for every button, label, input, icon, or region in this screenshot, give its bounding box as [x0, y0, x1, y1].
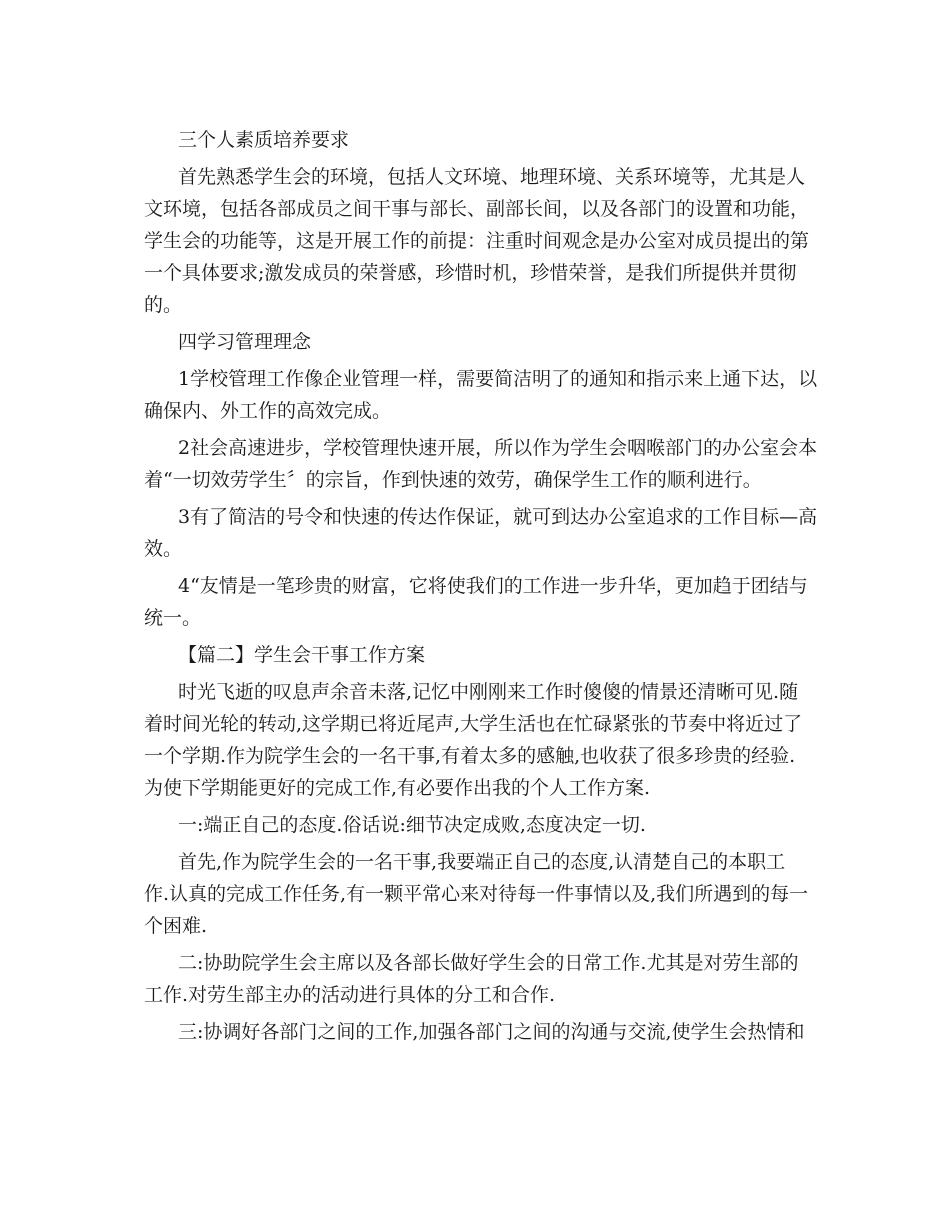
text-line: 1学校管理工作像企业管理一样，需要简洁明了的通知和指示来上通下达，以	[178, 368, 818, 390]
paragraph	[144, 676, 806, 804]
text-line: 一个具体要求;激发成员的荣誉感，珍惜时机，珍惜荣誉，是我们所提供并贯彻	[144, 262, 797, 284]
paragraph	[144, 161, 810, 321]
text-line: 时光飞逝的叹息声余音未落,记忆中刚刚来工作时傻傻的情景还清晰可见.随	[178, 681, 799, 703]
text-line: 【篇二】学生会干事工作方案	[178, 644, 426, 666]
text-line: 统一。	[144, 607, 202, 629]
paragraph	[144, 326, 806, 358]
paragraph	[144, 846, 809, 942]
paragraph	[144, 432, 818, 496]
text-line: 3有了简洁的号令和快速的传达作保证，就可到达办公室追求的工作目标—高	[178, 506, 818, 528]
paragraph	[144, 639, 806, 671]
text-line: 二:协助院学生会主席以及各部长做好学生会的日常工作.尤其是对劳生部的	[178, 952, 799, 974]
text-line: 个困难.	[144, 915, 208, 937]
text-line: 一个学期.作为院学生会的一名干事,有着太多的感触,也收获了很多珍贵的经验.	[144, 745, 796, 767]
text-line: 2社会高速进步，学校管理快速开展，所以作为学生会咽喉部门的办公室会本	[178, 437, 818, 459]
text-line: 4“友情是一笔珍贵的财富，它将使我们的工作进一步升华，更加趋于团结与	[178, 575, 808, 597]
text-line: 作.认真的完成工作任务,有一颗平常心来对待每一件事情以及,我们所遇到的每一	[144, 883, 809, 905]
paragraph	[144, 809, 806, 841]
text-line: 文环境，包括各部成员之间干事与部长、副部长间，以及各部门的设置和功能，	[144, 198, 810, 220]
document-body	[144, 124, 818, 1053]
paragraph	[144, 363, 818, 427]
text-line: 学生会的功能等，这是开展工作的前提：注重时间观念是办公室对成员提出的第	[144, 230, 810, 252]
text-line: 着时间光轮的转动,这学期已将近尾声,大学生活也在忙碌紧张的节奏中将近过了	[144, 713, 803, 735]
paragraph	[144, 570, 806, 634]
paragraph	[144, 947, 806, 1011]
text-line: 一:端正自己的态度.俗话说:细节决定成败,态度决定一切.	[178, 814, 646, 836]
text-line: 四学习管理理念	[178, 331, 312, 353]
text-line: 首先,作为院学生会的一名干事,我要端正自己的态度,认清楚自己的本职工	[178, 851, 786, 873]
text-line: 三:协调好各部门之间的工作,加强各部门之间的沟通与交流,使学生会热情和	[178, 1021, 805, 1043]
text-line: 效。	[144, 538, 183, 560]
text-line: 为使下学期能更好的完成工作,有必要作出我的个人工作方案.	[144, 777, 651, 799]
text-line: 的。	[144, 294, 183, 316]
text-line: 三个人素质培养要求	[178, 129, 350, 151]
paragraph	[144, 124, 806, 156]
paragraph	[144, 1016, 806, 1048]
paragraph	[144, 501, 818, 565]
text-line: 确保内、外工作的高效完成。	[144, 400, 392, 422]
text-line: 着“一切效劳学生〞的宗旨，作到快速的效劳，确保学生工作的顺利进行。	[144, 469, 762, 491]
text-line: 首先熟悉学生会的环境，包括人文环境、地理环境、关系环境等，尤其是人	[178, 166, 806, 188]
text-line: 工作.对劳生部主办的活动进行具体的分工和合作.	[144, 984, 556, 1006]
